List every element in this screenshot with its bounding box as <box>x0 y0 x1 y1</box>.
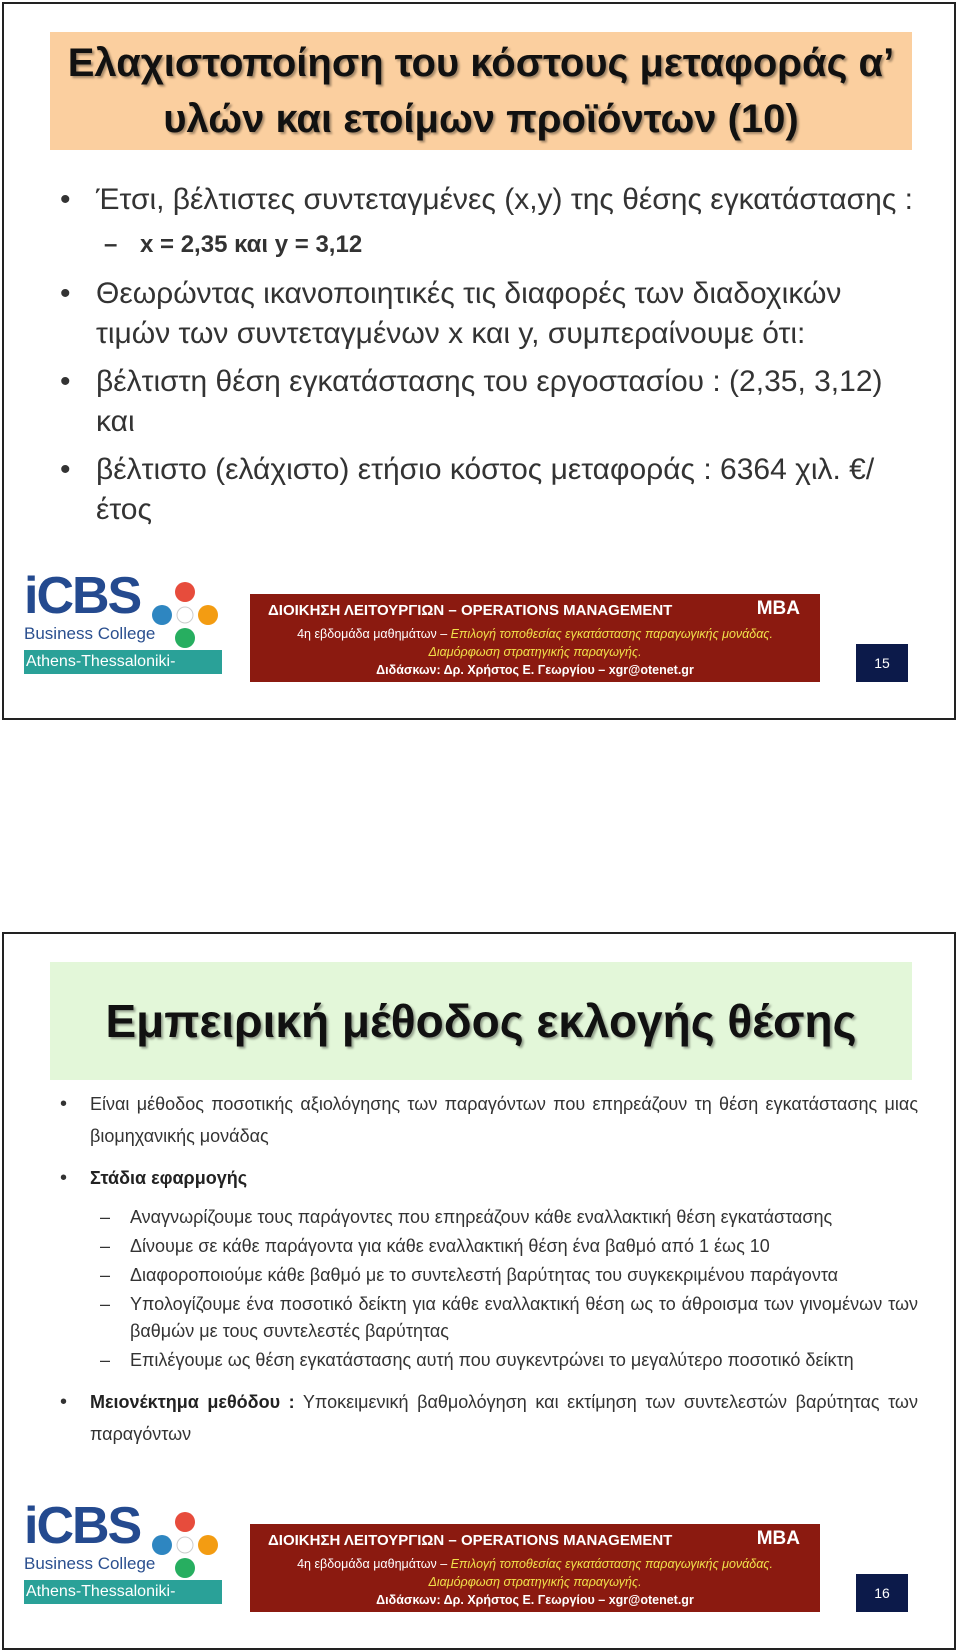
slide-16 <box>2 932 956 1650</box>
week-label: 4η εβδομάδα μαθημάτων – <box>297 1557 451 1571</box>
slide-title: Ελαχιστοποίηση του κόστους μεταφοράς α’ υλών και ετοίμων προϊόντων (10) <box>50 32 912 150</box>
flower-icon <box>148 1508 222 1582</box>
week-label: 4η εβδομάδα μαθημάτων – <box>297 627 451 641</box>
course-banner <box>250 1524 820 1612</box>
flower-icon <box>148 578 222 652</box>
bullet-drawback <box>60 1386 918 1450</box>
bullet-optimal-location: • βέλτιστη θέση εγκατάστασης του εργοστασίου : (2,35, 3,12) και <box>60 362 918 442</box>
course-title: ΔΙΟΙΚΗΣΗ ΛΕΙΤΟΥΡΓΙΩΝ – OPERATIONS MANAGEMENT <box>268 602 673 619</box>
topic2-line: Διαμόρφωση στρατηγικής παραγωγής. <box>428 645 642 659</box>
course-title: ΔΙΟΙΚΗΣΗ ΛΕΙΤΟΥΡΓΙΩΝ – OPERATIONS MANAGEMENT <box>268 1532 673 1549</box>
logo-cities: Athens-Thessaloniki-Larissa <box>24 1580 222 1604</box>
logo-cities: Athens-Thessaloniki-Larissa <box>24 650 222 674</box>
slide-content <box>60 180 918 538</box>
slide-title: Εμπειρική μέθοδος εκλογής θέσης <box>50 962 912 1080</box>
teacher-line: Διδάσκων: Δρ. Χρήστος Ε. Γεωργίου – xgr@otenet.gr <box>376 663 694 677</box>
logo-subtitle: Business College <box>24 1554 156 1573</box>
sub-bullet-xy: – x = 2,35 και y = 3,12 <box>60 228 918 262</box>
bullet-stages <box>60 1162 918 1194</box>
bullet-intro: • Είναι μέθοδος ποσοτικής αξιολόγησης των παραγόντων που επηρεάζουν τη θέση εγκατάστασης μιας βιομηχανικής μονάδας <box>60 1088 918 1152</box>
stage-item: – Επιλέγουμε ως θέση εγκατάστασης αυτή που συγκεντρώνει το μεγαλύτερο ποσοτικό δείκτη <box>60 1347 918 1374</box>
course-banner <box>250 594 820 682</box>
teacher-line: Διδάσκων: Δρ. Χρήστος Ε. Γεωργίου – xgr@otenet.gr <box>376 1593 694 1607</box>
icbs-logo <box>24 566 244 694</box>
logo-subtitle: Business College <box>24 624 156 643</box>
slide-content <box>60 1088 918 1460</box>
drawback-text: Υποκειμενική βαθμολόγηση και εκτίμηση των συντελεστών βαρύτητας των παραγόντων <box>90 1392 918 1444</box>
topic-label: Επιλογή τοποθεσίας εγκατάστασης παραγωγικής μονάδας. <box>450 627 773 641</box>
stage-item: – Δίνουμε σε κάθε παράγοντα για κάθε εναλλακτική θέση ένα βαθμό από 1 έως 10 <box>60 1233 918 1260</box>
drawback-label: Μειονέκτημα μεθόδου : <box>90 1392 295 1412</box>
slide-15 <box>2 2 956 720</box>
week-line <box>250 627 820 641</box>
icbs-logo <box>24 1496 244 1624</box>
week-line <box>250 1557 820 1571</box>
stage-item: – Αναγνωρίζουμε τους παράγοντες που επηρεάζουν κάθε εναλλακτική θέση εγκατάστασης <box>60 1204 918 1231</box>
stage-item: – Διαφοροποιούμε κάθε βαθμό με το συντελεστή βαρύτητας του συγκεκριμένου παράγοντα <box>60 1262 918 1289</box>
logo-text: iCBS <box>24 567 141 625</box>
logo-text: iCBS <box>24 1497 141 1555</box>
stages-label: Στάδια εφαρμογής <box>90 1168 248 1188</box>
stage-item: – Υπολογίζουμε ένα ποσοτικό δείκτη για κάθε εναλλακτική θέση ως το άθροισμα των γινομένων των βαθμών με τους συντελεστές βαρύτητας <box>60 1291 918 1345</box>
page-number: 16 <box>856 1574 908 1612</box>
stages-list <box>60 1204 918 1374</box>
page-number: 15 <box>856 644 908 682</box>
bullet-conclusion: • Θεωρώντας ικανοποιητικές τις διαφορές των διαδοχικών τιμών των συντεταγμένων x και y, συμπεραίνουμε ότι: <box>60 274 918 354</box>
bullet-coordinates: • Έτσι, βέλτιστες συντεταγμένες (x,y) της θέσης εγκατάστασης : <box>60 180 918 220</box>
program-label: MBA <box>756 1528 800 1549</box>
program-label: MBA <box>756 598 800 619</box>
bullet-optimal-cost: • βέλτιστο (ελάχιστο) ετήσιο κόστος μεταφοράς : 6364 χιλ. €/έτος <box>60 450 918 530</box>
topic2-line: Διαμόρφωση στρατηγικής παραγωγής. <box>428 1575 642 1589</box>
topic-label: Επιλογή τοποθεσίας εγκατάστασης παραγωγικής μονάδας. <box>450 1557 773 1571</box>
